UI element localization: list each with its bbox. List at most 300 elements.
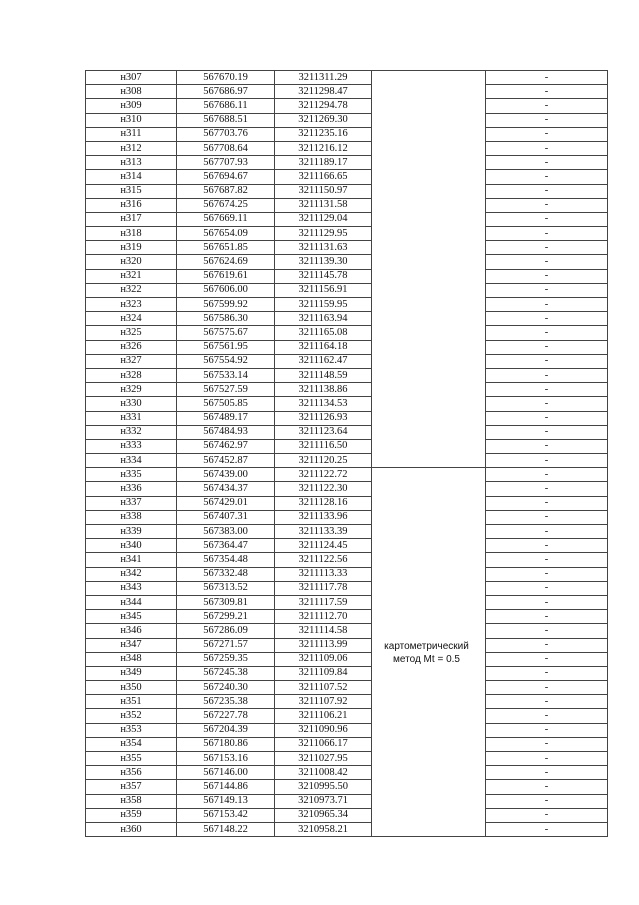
x-coord-cell: 567575.67 bbox=[177, 326, 275, 340]
point-id-cell: н344 bbox=[86, 595, 177, 609]
point-id-cell: н336 bbox=[86, 482, 177, 496]
note-cell: - bbox=[486, 127, 608, 141]
note-cell: - bbox=[486, 638, 608, 652]
point-id-cell: н338 bbox=[86, 510, 177, 524]
point-id-cell: н355 bbox=[86, 752, 177, 766]
method-cell bbox=[372, 269, 486, 283]
y-coord-cell: 3211164.18 bbox=[275, 340, 372, 354]
y-coord-cell: 3211150.97 bbox=[275, 184, 372, 198]
point-id-cell: н316 bbox=[86, 198, 177, 212]
table-row bbox=[86, 141, 608, 155]
y-coord-cell: 3211133.39 bbox=[275, 525, 372, 539]
point-id-cell: н329 bbox=[86, 383, 177, 397]
point-id-cell: н334 bbox=[86, 454, 177, 468]
point-id-cell: н311 bbox=[86, 127, 177, 141]
x-coord-cell: 567271.57 bbox=[177, 638, 275, 652]
y-coord-cell: 3210965.34 bbox=[275, 808, 372, 822]
table-row bbox=[86, 666, 608, 680]
note-cell: - bbox=[486, 71, 608, 85]
table-row bbox=[86, 227, 608, 241]
x-coord-cell: 567354.48 bbox=[177, 553, 275, 567]
note-cell: - bbox=[486, 283, 608, 297]
x-coord-cell: 567259.35 bbox=[177, 652, 275, 666]
point-id-cell: н343 bbox=[86, 581, 177, 595]
y-coord-cell: 3211311.29 bbox=[275, 71, 372, 85]
note-cell: - bbox=[486, 766, 608, 780]
point-id-cell: н349 bbox=[86, 666, 177, 680]
method-cell bbox=[372, 695, 486, 709]
method-cell bbox=[372, 383, 486, 397]
table-row bbox=[86, 212, 608, 226]
table-row bbox=[86, 808, 608, 822]
method-cell bbox=[372, 723, 486, 737]
method-cell bbox=[372, 794, 486, 808]
note-cell: - bbox=[486, 255, 608, 269]
y-coord-cell: 3211165.08 bbox=[275, 326, 372, 340]
y-coord-cell: 3210973.71 bbox=[275, 794, 372, 808]
y-coord-cell: 3211107.92 bbox=[275, 695, 372, 709]
method-cell bbox=[372, 99, 486, 113]
note-cell: - bbox=[486, 368, 608, 382]
method-cell bbox=[372, 553, 486, 567]
x-coord-cell: 567313.52 bbox=[177, 581, 275, 595]
x-coord-cell: 567686.97 bbox=[177, 85, 275, 99]
point-id-cell: н354 bbox=[86, 737, 177, 751]
y-coord-cell: 3211162.47 bbox=[275, 354, 372, 368]
method-cell bbox=[372, 581, 486, 595]
x-coord-cell: 567619.61 bbox=[177, 269, 275, 283]
point-id-cell: н314 bbox=[86, 170, 177, 184]
x-coord-cell: 567707.93 bbox=[177, 156, 275, 170]
table-row bbox=[86, 383, 608, 397]
y-coord-cell: 3211133.96 bbox=[275, 510, 372, 524]
note-cell: - bbox=[486, 397, 608, 411]
table-row bbox=[86, 624, 608, 638]
method-cell bbox=[372, 283, 486, 297]
y-coord-cell: 3211116.50 bbox=[275, 439, 372, 453]
y-coord-cell: 3210995.50 bbox=[275, 780, 372, 794]
y-coord-cell: 3211163.94 bbox=[275, 312, 372, 326]
method-cell bbox=[372, 737, 486, 751]
note-cell: - bbox=[486, 184, 608, 198]
y-coord-cell: 3211109.06 bbox=[275, 652, 372, 666]
note-cell: - bbox=[486, 482, 608, 496]
method-cell bbox=[372, 752, 486, 766]
method-cell bbox=[372, 212, 486, 226]
point-id-cell: н359 bbox=[86, 808, 177, 822]
note-cell: - bbox=[486, 354, 608, 368]
y-coord-cell: 3211145.78 bbox=[275, 269, 372, 283]
note-cell: - bbox=[486, 269, 608, 283]
table-row bbox=[86, 454, 608, 468]
table-row bbox=[86, 638, 608, 652]
y-coord-cell: 3211128.16 bbox=[275, 496, 372, 510]
table-row bbox=[86, 241, 608, 255]
x-coord-cell: 567146.00 bbox=[177, 766, 275, 780]
table-row bbox=[86, 496, 608, 510]
method-cell bbox=[372, 425, 486, 439]
x-coord-cell: 567505.85 bbox=[177, 397, 275, 411]
point-id-cell: н320 bbox=[86, 255, 177, 269]
y-coord-cell: 3211124.45 bbox=[275, 539, 372, 553]
method-cell bbox=[372, 567, 486, 581]
y-coord-cell: 3211112.70 bbox=[275, 610, 372, 624]
note-cell: - bbox=[486, 794, 608, 808]
method-cell bbox=[372, 156, 486, 170]
point-id-cell: н341 bbox=[86, 553, 177, 567]
coordinates-table-body bbox=[86, 71, 608, 837]
note-cell: - bbox=[486, 170, 608, 184]
table-row bbox=[86, 525, 608, 539]
note-cell: - bbox=[486, 241, 608, 255]
y-coord-cell: 3211129.04 bbox=[275, 212, 372, 226]
method-cell bbox=[372, 439, 486, 453]
x-coord-cell: 567240.30 bbox=[177, 681, 275, 695]
table-row bbox=[86, 610, 608, 624]
x-coord-cell: 567674.25 bbox=[177, 198, 275, 212]
x-coord-cell: 567669.11 bbox=[177, 212, 275, 226]
method-line-2: метод Mt = 0.5 bbox=[393, 654, 460, 665]
table-row bbox=[86, 283, 608, 297]
note-cell: - bbox=[486, 496, 608, 510]
note-cell: - bbox=[486, 198, 608, 212]
table-row bbox=[86, 312, 608, 326]
method-cell bbox=[372, 397, 486, 411]
point-id-cell: н337 bbox=[86, 496, 177, 510]
point-id-cell: н318 bbox=[86, 227, 177, 241]
x-coord-cell: 567153.16 bbox=[177, 752, 275, 766]
method-cell bbox=[372, 780, 486, 794]
x-coord-cell: 567462.97 bbox=[177, 439, 275, 453]
note-cell: - bbox=[486, 808, 608, 822]
table-row bbox=[86, 794, 608, 808]
table-row bbox=[86, 354, 608, 368]
table-row bbox=[86, 255, 608, 269]
method-cell bbox=[372, 454, 486, 468]
method-cell bbox=[372, 241, 486, 255]
note-cell: - bbox=[486, 610, 608, 624]
table-row bbox=[86, 737, 608, 751]
table-row bbox=[86, 425, 608, 439]
y-coord-cell: 3211106.21 bbox=[275, 709, 372, 723]
method-cell bbox=[372, 184, 486, 198]
x-coord-cell: 567554.92 bbox=[177, 354, 275, 368]
point-id-cell: н321 bbox=[86, 269, 177, 283]
point-id-cell: н358 bbox=[86, 794, 177, 808]
method-cell bbox=[372, 808, 486, 822]
method-cell bbox=[372, 312, 486, 326]
point-id-cell: н315 bbox=[86, 184, 177, 198]
x-coord-cell: 567687.82 bbox=[177, 184, 275, 198]
table-row bbox=[86, 709, 608, 723]
table-row bbox=[86, 766, 608, 780]
point-id-cell: н326 bbox=[86, 340, 177, 354]
y-coord-cell: 3211131.58 bbox=[275, 198, 372, 212]
note-cell: - bbox=[486, 113, 608, 127]
table-row bbox=[86, 681, 608, 695]
x-coord-cell: 567153.42 bbox=[177, 808, 275, 822]
y-coord-cell: 3211129.95 bbox=[275, 227, 372, 241]
x-coord-cell: 567383.00 bbox=[177, 525, 275, 539]
point-id-cell: н317 bbox=[86, 212, 177, 226]
y-coord-cell: 3210958.21 bbox=[275, 822, 372, 836]
method-cell bbox=[372, 496, 486, 510]
table-row bbox=[86, 510, 608, 524]
point-id-cell: н347 bbox=[86, 638, 177, 652]
method-cell bbox=[372, 85, 486, 99]
y-coord-cell: 3211123.64 bbox=[275, 425, 372, 439]
note-cell: - bbox=[486, 99, 608, 113]
y-coord-cell: 3211122.56 bbox=[275, 553, 372, 567]
table-row bbox=[86, 539, 608, 553]
table-row bbox=[86, 595, 608, 609]
x-coord-cell: 567686.11 bbox=[177, 99, 275, 113]
y-coord-cell: 3211235.16 bbox=[275, 127, 372, 141]
y-coord-cell: 3211114.58 bbox=[275, 624, 372, 638]
point-id-cell: н328 bbox=[86, 368, 177, 382]
method-cell bbox=[372, 482, 486, 496]
method-cell bbox=[372, 170, 486, 184]
note-cell: - bbox=[486, 227, 608, 241]
x-coord-cell: 567599.92 bbox=[177, 298, 275, 312]
x-coord-cell: 567708.64 bbox=[177, 141, 275, 155]
point-id-cell: н324 bbox=[86, 312, 177, 326]
point-id-cell: н335 bbox=[86, 468, 177, 482]
table-row bbox=[86, 184, 608, 198]
note-cell: - bbox=[486, 212, 608, 226]
note-cell: - bbox=[486, 822, 608, 836]
table-row bbox=[86, 822, 608, 836]
point-id-cell: н331 bbox=[86, 411, 177, 425]
point-id-cell: н310 bbox=[86, 113, 177, 127]
x-coord-cell: 567332.48 bbox=[177, 567, 275, 581]
x-coord-cell: 567439.00 bbox=[177, 468, 275, 482]
note-cell: - bbox=[486, 752, 608, 766]
y-coord-cell: 3211159.95 bbox=[275, 298, 372, 312]
coordinates-table bbox=[85, 70, 608, 837]
x-coord-cell: 567286.09 bbox=[177, 624, 275, 638]
x-coord-cell: 567148.22 bbox=[177, 822, 275, 836]
y-coord-cell: 3211113.99 bbox=[275, 638, 372, 652]
table-row bbox=[86, 397, 608, 411]
x-coord-cell: 567452.87 bbox=[177, 454, 275, 468]
y-coord-cell: 3211122.30 bbox=[275, 482, 372, 496]
method-cell bbox=[372, 666, 486, 680]
x-coord-cell: 567703.76 bbox=[177, 127, 275, 141]
point-id-cell: н333 bbox=[86, 439, 177, 453]
x-coord-cell: 567235.38 bbox=[177, 695, 275, 709]
point-id-cell: н313 bbox=[86, 156, 177, 170]
x-coord-cell: 567489.17 bbox=[177, 411, 275, 425]
point-id-cell: н319 bbox=[86, 241, 177, 255]
method-cell bbox=[372, 610, 486, 624]
method-cell bbox=[372, 141, 486, 155]
method-cell bbox=[372, 681, 486, 695]
table-row bbox=[86, 198, 608, 212]
note-cell: - bbox=[486, 468, 608, 482]
method-cell bbox=[372, 198, 486, 212]
x-coord-cell: 567299.21 bbox=[177, 610, 275, 624]
y-coord-cell: 3211189.17 bbox=[275, 156, 372, 170]
point-id-cell: н356 bbox=[86, 766, 177, 780]
y-coord-cell: 3211138.86 bbox=[275, 383, 372, 397]
point-id-cell: н308 bbox=[86, 85, 177, 99]
table-row bbox=[86, 269, 608, 283]
x-coord-cell: 567227.78 bbox=[177, 709, 275, 723]
method-cell bbox=[372, 510, 486, 524]
method-cell bbox=[372, 127, 486, 141]
note-cell: - bbox=[486, 340, 608, 354]
note-cell: - bbox=[486, 652, 608, 666]
note-cell: - bbox=[486, 85, 608, 99]
method-cell bbox=[372, 354, 486, 368]
y-coord-cell: 3211216.12 bbox=[275, 141, 372, 155]
x-coord-cell: 567364.47 bbox=[177, 539, 275, 553]
point-id-cell: н332 bbox=[86, 425, 177, 439]
method-cell bbox=[372, 411, 486, 425]
y-coord-cell: 3211131.63 bbox=[275, 241, 372, 255]
x-coord-cell: 567533.14 bbox=[177, 368, 275, 382]
x-coord-cell: 567688.51 bbox=[177, 113, 275, 127]
point-id-cell: н351 bbox=[86, 695, 177, 709]
note-cell: - bbox=[486, 666, 608, 680]
note-cell: - bbox=[486, 695, 608, 709]
point-id-cell: н353 bbox=[86, 723, 177, 737]
note-cell: - bbox=[486, 454, 608, 468]
y-coord-cell: 3211166.65 bbox=[275, 170, 372, 184]
table-row bbox=[86, 298, 608, 312]
method-line-1: картометрический bbox=[384, 641, 469, 652]
method-cell bbox=[372, 595, 486, 609]
method-cell bbox=[372, 340, 486, 354]
y-coord-cell: 3211269.30 bbox=[275, 113, 372, 127]
y-coord-cell: 3211027.95 bbox=[275, 752, 372, 766]
y-coord-cell: 3211117.78 bbox=[275, 581, 372, 595]
method-cell bbox=[372, 539, 486, 553]
note-cell: - bbox=[486, 737, 608, 751]
method-note bbox=[370, 640, 483, 666]
point-id-cell: н360 bbox=[86, 822, 177, 836]
y-coord-cell: 3211298.47 bbox=[275, 85, 372, 99]
x-coord-cell: 567149.13 bbox=[177, 794, 275, 808]
note-cell: - bbox=[486, 553, 608, 567]
point-id-cell: н350 bbox=[86, 681, 177, 695]
x-coord-cell: 567651.85 bbox=[177, 241, 275, 255]
x-coord-cell: 567484.93 bbox=[177, 425, 275, 439]
table-row bbox=[86, 723, 608, 737]
point-id-cell: н345 bbox=[86, 610, 177, 624]
table-row bbox=[86, 780, 608, 794]
point-id-cell: н339 bbox=[86, 525, 177, 539]
note-cell: - bbox=[486, 595, 608, 609]
method-cell bbox=[372, 71, 486, 85]
note-cell: - bbox=[486, 510, 608, 524]
table-row bbox=[86, 156, 608, 170]
y-coord-cell: 3211148.59 bbox=[275, 368, 372, 382]
method-cell bbox=[372, 822, 486, 836]
point-id-cell: н312 bbox=[86, 141, 177, 155]
x-coord-cell: 567561.95 bbox=[177, 340, 275, 354]
y-coord-cell: 3211126.93 bbox=[275, 411, 372, 425]
method-cell bbox=[372, 227, 486, 241]
point-id-cell: н322 bbox=[86, 283, 177, 297]
table-row bbox=[86, 695, 608, 709]
note-cell: - bbox=[486, 567, 608, 581]
table-row bbox=[86, 340, 608, 354]
point-id-cell: н342 bbox=[86, 567, 177, 581]
x-coord-cell: 567654.09 bbox=[177, 227, 275, 241]
x-coord-cell: 567624.69 bbox=[177, 255, 275, 269]
note-cell: - bbox=[486, 681, 608, 695]
x-coord-cell: 567586.30 bbox=[177, 312, 275, 326]
y-coord-cell: 3211008.42 bbox=[275, 766, 372, 780]
x-coord-cell: 567694.67 bbox=[177, 170, 275, 184]
table-row bbox=[86, 113, 608, 127]
note-cell: - bbox=[486, 298, 608, 312]
point-id-cell: н340 bbox=[86, 539, 177, 553]
y-coord-cell: 3211090.96 bbox=[275, 723, 372, 737]
y-coord-cell: 3211109.84 bbox=[275, 666, 372, 680]
x-coord-cell: 567606.00 bbox=[177, 283, 275, 297]
point-id-cell: н357 bbox=[86, 780, 177, 794]
note-cell: - bbox=[486, 723, 608, 737]
x-coord-cell: 567204.39 bbox=[177, 723, 275, 737]
table-row bbox=[86, 170, 608, 184]
y-coord-cell: 3211122.72 bbox=[275, 468, 372, 482]
x-coord-cell: 567407.31 bbox=[177, 510, 275, 524]
note-cell: - bbox=[486, 383, 608, 397]
method-cell bbox=[372, 326, 486, 340]
y-coord-cell: 3211120.25 bbox=[275, 454, 372, 468]
method-cell bbox=[372, 368, 486, 382]
note-cell: - bbox=[486, 709, 608, 723]
note-cell: - bbox=[486, 539, 608, 553]
x-coord-cell: 567434.37 bbox=[177, 482, 275, 496]
y-coord-cell: 3211066.17 bbox=[275, 737, 372, 751]
table-row bbox=[86, 567, 608, 581]
point-id-cell: н323 bbox=[86, 298, 177, 312]
table-row bbox=[86, 468, 608, 482]
y-coord-cell: 3211294.78 bbox=[275, 99, 372, 113]
note-cell: - bbox=[486, 141, 608, 155]
x-coord-cell: 567309.81 bbox=[177, 595, 275, 609]
method-cell bbox=[372, 766, 486, 780]
table-row bbox=[86, 71, 608, 85]
note-cell: - bbox=[486, 156, 608, 170]
note-cell: - bbox=[486, 326, 608, 340]
point-id-cell: н330 bbox=[86, 397, 177, 411]
table-row bbox=[86, 752, 608, 766]
table-row bbox=[86, 411, 608, 425]
point-id-cell: н327 bbox=[86, 354, 177, 368]
table-row bbox=[86, 439, 608, 453]
note-cell: - bbox=[486, 439, 608, 453]
y-coord-cell: 3211117.59 bbox=[275, 595, 372, 609]
x-coord-cell: 567670.19 bbox=[177, 71, 275, 85]
method-cell bbox=[372, 709, 486, 723]
note-cell: - bbox=[486, 525, 608, 539]
table-row bbox=[86, 99, 608, 113]
method-cell bbox=[372, 525, 486, 539]
x-coord-cell: 567245.38 bbox=[177, 666, 275, 680]
note-cell: - bbox=[486, 411, 608, 425]
y-coord-cell: 3211156.91 bbox=[275, 283, 372, 297]
y-coord-cell: 3211113.33 bbox=[275, 567, 372, 581]
table-row bbox=[86, 127, 608, 141]
y-coord-cell: 3211134.53 bbox=[275, 397, 372, 411]
table-row bbox=[86, 652, 608, 666]
point-id-cell: н307 bbox=[86, 71, 177, 85]
